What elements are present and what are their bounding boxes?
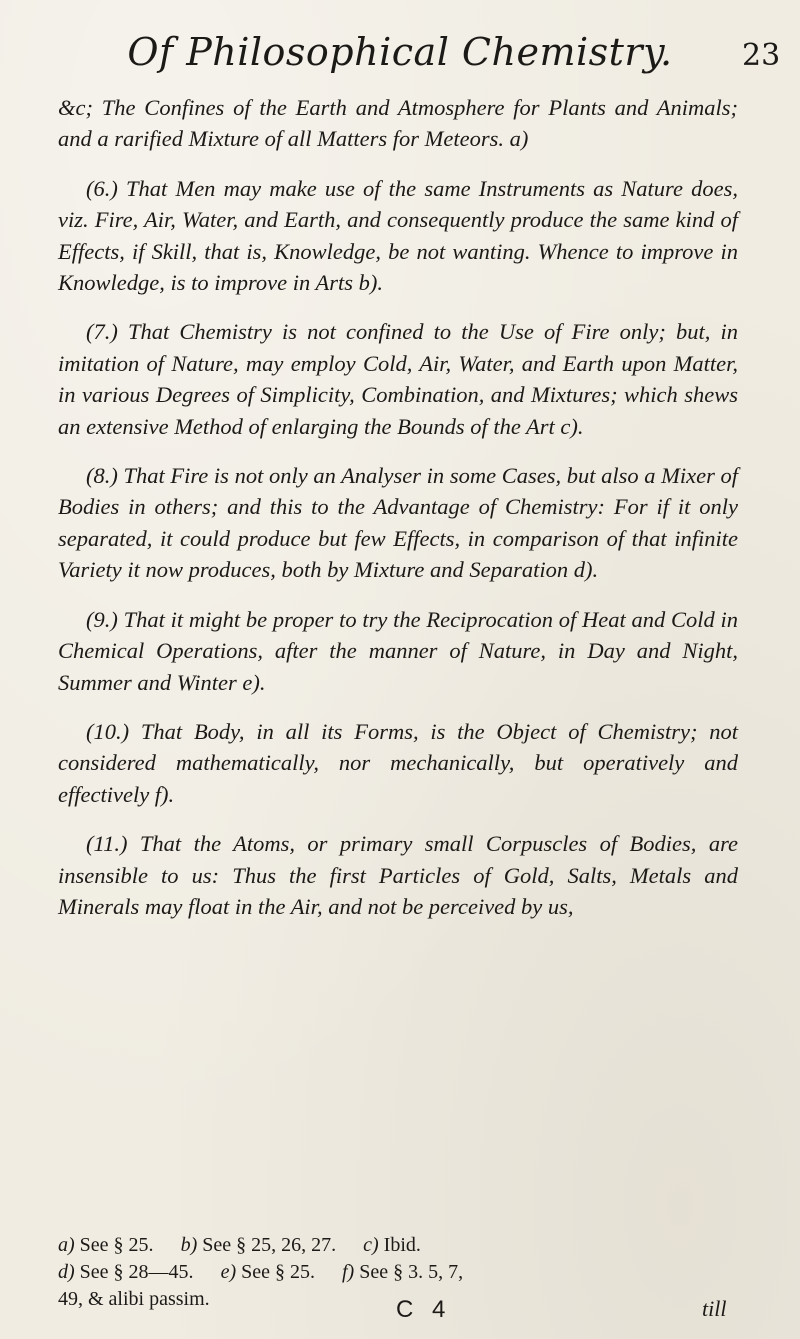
- footnote-f-continuation: 49, & alibi passim.: [58, 1288, 210, 1310]
- footnote-line-1: [58, 1232, 748, 1259]
- running-title: Of Philosophical Chemistry.: [127, 30, 673, 74]
- paragraph-11: (11.) That the Atoms, or primary small Corpuscles of Bodies, are insensible to us: Thus the first Particles of Gold, Salts, Metals and Minerals may float in the Air, and not be perceived by us,: [58, 831, 738, 919]
- page-number: 23: [742, 38, 781, 73]
- paragraph-10: (10.) That Body, in all its Forms, is the Object of Chemistry; not considered mathematically, nor mechanically, but operatively and effectively f).: [58, 718, 738, 807]
- footnote-a: a) See § 25.: [58, 1234, 154, 1256]
- paragraph-6: (6.) That Men may make use of the same Instruments as Nature does, viz. Fire, Air, Water, and Earth, and consequently produce the same kind of Effects, if Skill, that is, Knowledge, be not wanting. Whence to improve in Knowledge, is to improve in Arts b).: [58, 175, 738, 296]
- main-text: [58, 92, 738, 940]
- footnote-b: b) See § 25, 26, 27.: [180, 1234, 337, 1256]
- footnote-c: c) Ibid.: [363, 1234, 421, 1256]
- catchword: till: [702, 1296, 727, 1321]
- footnote-e: e) See § 25.: [220, 1261, 315, 1283]
- paragraph-9: (9.) That it might be proper to try the Reciprocation of Heat and Cold in Chemical Operations, after the manner of Nature, in Day and Night, Summer and Winter e).: [58, 606, 738, 695]
- paragraph-continuation: &c; The Confines of the Earth and Atmosphere for Plants and Animals; and a rarified Mixture of all Matters for Meteors. a): [58, 95, 738, 152]
- paragraph-7: (7.) That Chemistry is not confined to the Use of Fire only; but, in imitation of Nature, may employ Cold, Air, Water, and Earth upon Matter, in various Degrees of Simplicity, Combination, and Mixtures; which shews an extensive Method of enlarging the Bounds of the Art c).: [58, 319, 738, 439]
- footnote-d: d) See § 28—45.: [58, 1261, 194, 1283]
- footnote-f: f) See § 3. 5, 7,: [342, 1261, 464, 1283]
- footnote-line-2: [58, 1259, 748, 1286]
- signature-mark: C 4: [396, 1296, 452, 1323]
- paragraph-8: (8.) That Fire is not only an Analyser in some Cases, but also a Mixer of Bodies in others; and this to the Advantage of Chemistry: For if it only separated, it could produce but few Effects, in comparison of that infinite Variety it now produces, both by Mixture and Separation d).: [58, 463, 738, 583]
